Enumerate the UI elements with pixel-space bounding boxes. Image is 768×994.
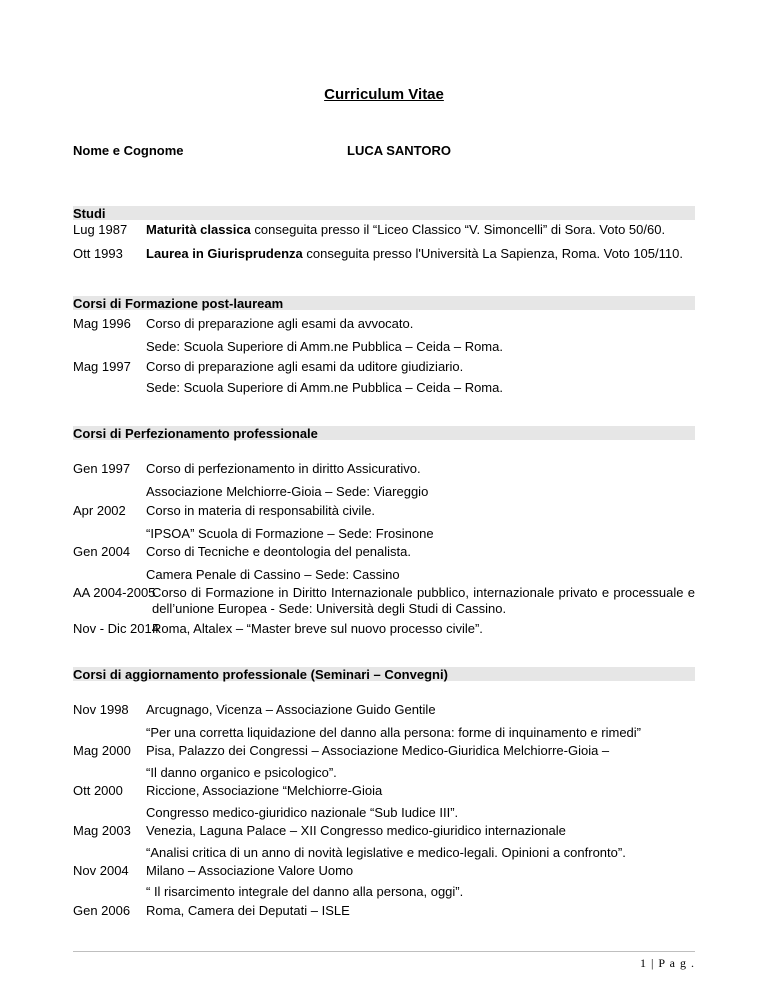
entry-title: Maturità classica	[146, 222, 251, 237]
entry-date: Gen 2006	[73, 903, 131, 918]
entry-line: Corso in materia di responsabilità civile.	[146, 503, 376, 518]
entry-line: Pisa, Palazzo dei Congressi – Associazione Medico-Giuridica Melchiorre-Gioia –	[146, 743, 610, 758]
entry-line: “Il danno organico e psicologico”.	[146, 765, 337, 780]
entry-date: Mag 2003	[73, 823, 131, 838]
section-heading-perfezionamento: Corsi di Perfezionamento professionale	[73, 426, 695, 440]
entry-line: Corso di perfezionamento in diritto Assicurativo.	[146, 461, 421, 476]
section-heading-aggiornamento: Corsi di aggiornamento professionale (Seminari – Convegni)	[73, 667, 695, 681]
entry-line: Sede: Scuola Superiore di Amm.ne Pubblica – Ceida – Roma.	[146, 339, 503, 354]
entry-description	[146, 222, 695, 238]
document-title: Curriculum Vitae	[324, 86, 444, 103]
entry-line: Camera Penale di Cassino – Sede: Cassino	[146, 567, 400, 582]
entry-line: Milano – Associazione Valore Uomo	[146, 863, 354, 878]
entry-date: Lug 1987	[73, 222, 128, 237]
entry-date: Nov - Dic 2014	[73, 621, 159, 636]
entry-line: Roma, Altalex – “Master breve sul nuovo processo civile”.	[152, 621, 483, 636]
entry-line: Corso di Formazione in Diritto Internazionale pubblico, internazionale privato e processuale e dell’unione Europea - Sede: Università degli Studi di Cassino.	[152, 585, 695, 616]
section-heading-formazione: Corsi di Formazione post-lauream	[73, 296, 695, 310]
entry-line: Corso di preparazione agli esami da avvocato.	[146, 316, 414, 331]
entry-date: Ott 1993	[73, 246, 123, 261]
entry-date: Gen 2004	[73, 544, 131, 559]
entry-line: Corso di preparazione agli esami da uditore giudiziario.	[146, 359, 464, 374]
entry-line: Sede: Scuola Superiore di Amm.ne Pubblica – Ceida – Roma.	[146, 380, 503, 395]
entry-date: Nov 1998	[73, 702, 129, 717]
entry-description	[146, 246, 695, 262]
entry-line: “Analisi critica di un anno di novità legislative e medico-legali. Opinioni a confronto”.	[146, 845, 626, 860]
entry-date: Gen 1997	[73, 461, 131, 476]
name-value: LUCA SANTORO	[347, 143, 451, 158]
footer-divider	[73, 951, 695, 952]
entry-date: AA 2004-2005	[73, 585, 156, 600]
entry-line: “ Il risarcimento integrale del danno alla persona, oggi”.	[146, 884, 464, 899]
entry-date: Mag 1996	[73, 316, 131, 331]
entry-line: Associazione Melchiorre-Gioia – Sede: Viareggio	[146, 484, 429, 499]
entry-line: “IPSOA” Scuola di Formazione – Sede: Frosinone	[146, 526, 434, 541]
entry-date: Ott 2000	[73, 783, 123, 798]
entry-line: Riccione, Associazione “Melchiorre-Gioia	[146, 783, 383, 798]
entry-line: Arcugnago, Vicenza – Associazione Guido Gentile	[146, 702, 436, 717]
entry-text: conseguita presso il “Liceo Classico “V. Simoncelli” di Sora. Voto 50/60.	[250, 222, 666, 237]
page-number: 1 | P a g .	[640, 956, 695, 970]
entry-line: Venezia, Laguna Palace – XII Congresso medico-giuridico internazionale	[146, 823, 566, 838]
entry-line: “Per una corretta liquidazione del danno alla persona: forme di inquinamento e rimedi”	[146, 725, 642, 740]
name-label: Nome e Cognome	[73, 143, 184, 158]
entry-line: Roma, Camera dei Deputati – ISLE	[146, 903, 350, 918]
entry-line: Congresso medico-giuridico nazionale “Sub Iudice III”.	[146, 805, 459, 820]
section-heading-studi: Studi	[73, 206, 695, 220]
entry-date: Mag 2000	[73, 743, 131, 758]
entry-title: Laurea in Giurisprudenza	[146, 246, 303, 261]
entry-date: Nov 2004	[73, 863, 129, 878]
entry-text: conseguita presso l'Università La Sapienza, Roma. Voto 105/110.	[302, 246, 683, 261]
entry-date: Apr 2002	[73, 503, 126, 518]
entry-date: Mag 1997	[73, 359, 131, 374]
entry-line: Corso di Tecniche e deontologia del penalista.	[146, 544, 411, 559]
